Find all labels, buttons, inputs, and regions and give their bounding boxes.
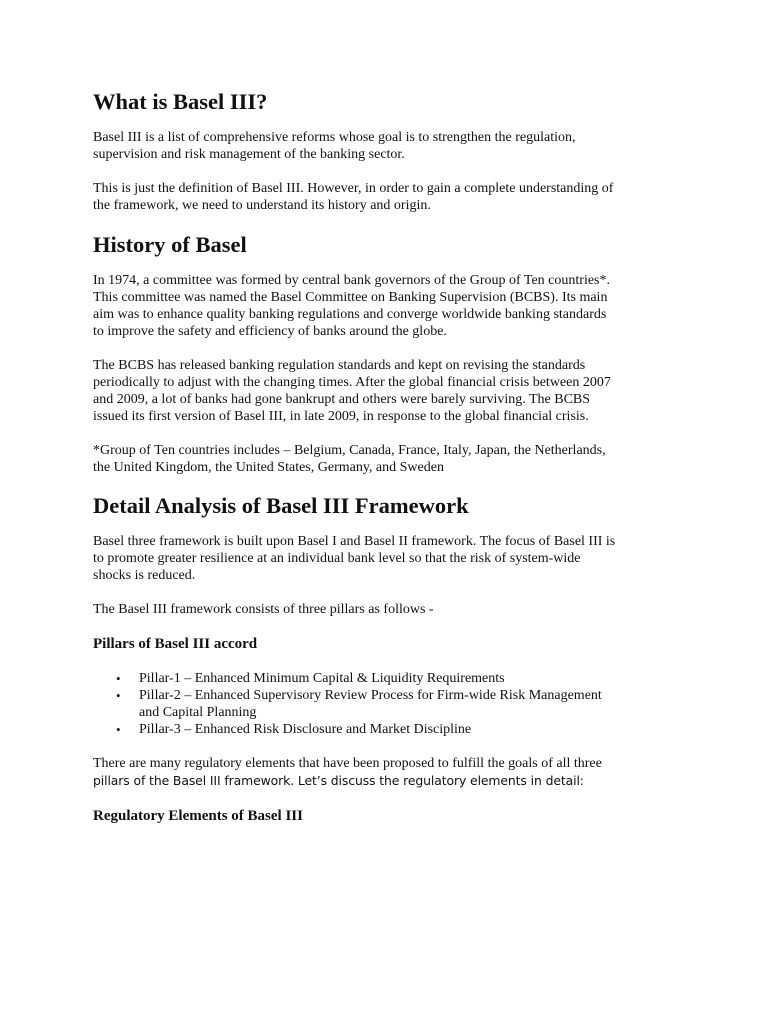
- text-line: pillars of the Basel III framework. Let’s discuss the regulatory elements in detail:: [93, 773, 584, 788]
- text-line: the framework, we need to understand its history and origin.: [93, 198, 431, 213]
- bullet-icon: •: [116, 671, 121, 686]
- text-line: shocks is reduced.: [93, 568, 196, 583]
- list-item-pillar-3: [93, 721, 683, 738]
- paragraph-definition: [93, 129, 683, 163]
- text-line: issued its first version of Basel III, in late 2009, in response to the global financial crisis.: [93, 409, 589, 424]
- paragraph-regulatory-elements-intro: [93, 755, 683, 789]
- list-item-text: and Capital Planning: [139, 705, 257, 720]
- text-line: The Basel III framework consists of three pillars as follows -: [93, 602, 434, 617]
- heading-history-of-basel: History of Basel: [93, 232, 247, 257]
- paragraph-history-committee: [93, 272, 683, 340]
- text-line: and 2009, a lot of banks had gone bankrupt and others were barely surviving. The BCBS: [93, 392, 591, 407]
- text-line: Basel three framework is built upon Basel I and Basel II framework. The focus of Basel III is: [93, 534, 616, 549]
- text-line: aim was to enhance quality banking regulations and converge worldwide banking standards: [93, 307, 607, 322]
- text-line: the United Kingdom, the United States, Germany, and Sweden: [93, 460, 444, 475]
- bullet-icon: •: [116, 722, 121, 737]
- text-line: *Group of Ten countries includes – Belgium, Canada, France, Italy, Japan, the Netherlands,: [93, 443, 606, 458]
- bullet-icon: •: [116, 688, 121, 703]
- list-item-pillar-2: [93, 687, 683, 721]
- text-line: to promote greater resilience at an individual bank level so that the risk of system-wide: [93, 551, 581, 566]
- text-line: Basel III is a list of comprehensive reforms whose goal is to strengthen the regulation,: [93, 130, 576, 145]
- paragraph-group-of-ten-footnote: [93, 442, 683, 476]
- heading-what-is-basel-iii: What is Basel III?: [93, 89, 268, 114]
- heading-detail-analysis: Detail Analysis of Basel III Framework: [93, 493, 469, 518]
- list-item-text: Pillar-1 – Enhanced Minimum Capital & Liquidity Requirements: [139, 671, 505, 686]
- heading-regulatory-elements: Regulatory Elements of Basel III: [93, 808, 303, 824]
- text-line: supervision and risk management of the banking sector.: [93, 147, 405, 162]
- paragraph-three-pillars-intro: [93, 601, 683, 618]
- text-line: This is just the definition of Basel III. However, in order to gain a complete understanding of: [93, 181, 614, 196]
- text-line: This committee was named the Basel Committee on Banking Supervision (BCBS). Its main: [93, 290, 608, 305]
- heading-pillars-of-basel-iii: Pillars of Basel III accord: [93, 636, 258, 652]
- paragraph-understanding: [93, 180, 683, 214]
- list-item-text: Pillar-2 – Enhanced Supervisory Review Process for Firm-wide Risk Management: [139, 688, 602, 703]
- text-line: There are many regulatory elements that have been proposed to fulfill the goals of all three: [93, 756, 602, 771]
- paragraph-framework-focus: [93, 533, 683, 584]
- text-line: periodically to adjust with the changing times. After the global financial crisis between 2007: [93, 375, 611, 390]
- text-line: to improve the safety and efficiency of banks around the globe.: [93, 324, 447, 339]
- pillars-list: [93, 670, 683, 738]
- text-line: The BCBS has released banking regulation standards and kept on revising the standards: [93, 358, 586, 373]
- list-item-pillar-1: [93, 670, 683, 687]
- list-item-text: Pillar-3 – Enhanced Risk Disclosure and Market Discipline: [139, 722, 472, 737]
- text-line: In 1974, a committee was formed by central bank governors of the Group of Ten countries*.: [93, 273, 611, 288]
- paragraph-bcbs-standards: [93, 357, 683, 425]
